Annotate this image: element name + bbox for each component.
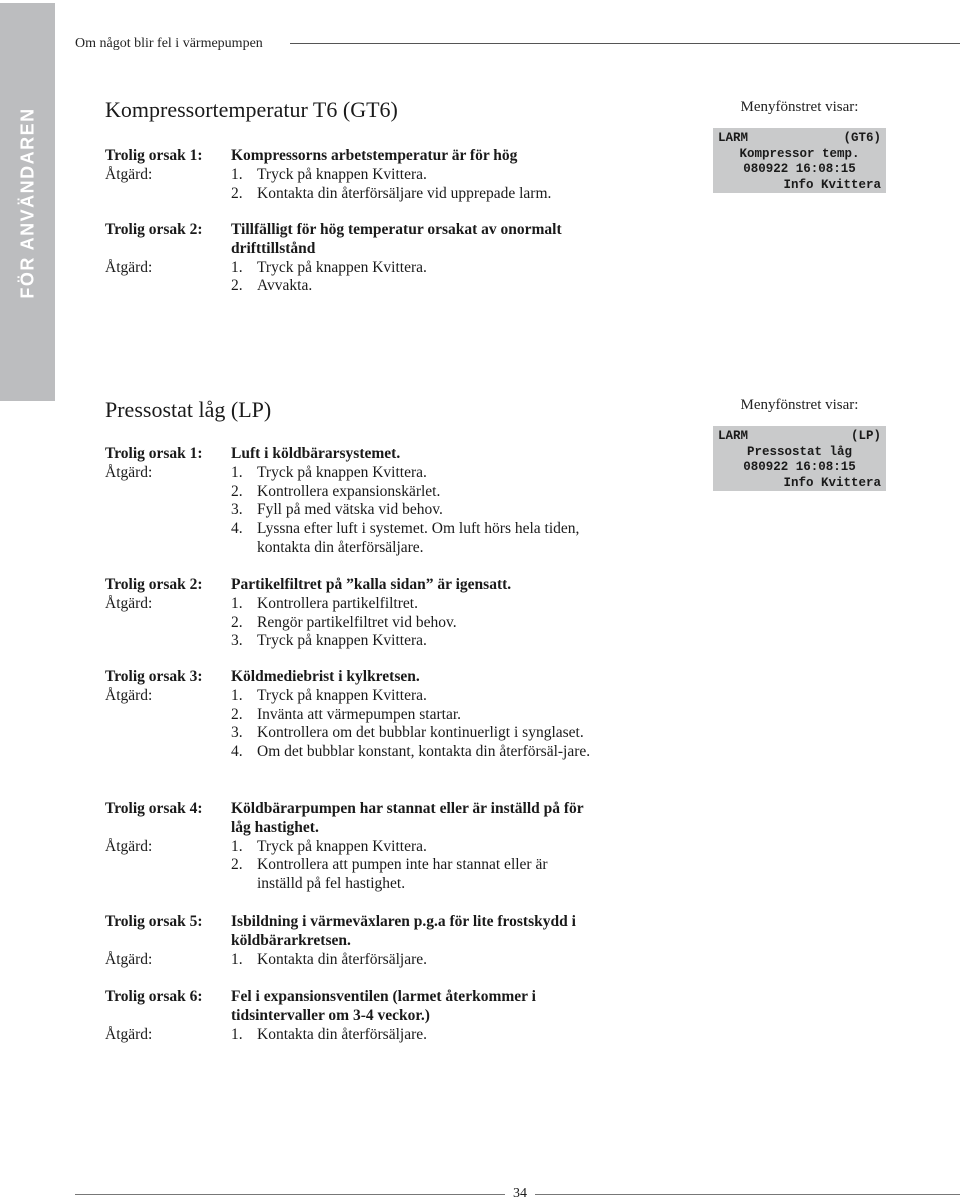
cause-block	[105, 913, 625, 969]
cause-block	[105, 221, 625, 296]
action-step	[231, 743, 621, 762]
lcd-display	[713, 426, 886, 491]
cause-label: Trolig orsak 2:	[105, 221, 203, 238]
header-rule	[290, 43, 960, 44]
cause-text: Luft i köldbärarsystemet.	[231, 445, 401, 462]
lcd-line1-left: LARM	[718, 131, 749, 145]
step-number: 1.	[231, 258, 243, 276]
footer-rule	[535, 1194, 960, 1195]
cause-text: Fel i expansionsventilen (larmet återkommer i tidsintervaller om 3-4 veckor.)	[231, 988, 536, 1024]
step-number: 2.	[231, 482, 243, 500]
step-number: 1.	[231, 594, 243, 612]
action-label: Åtgärd:	[105, 594, 153, 612]
action-step	[231, 166, 625, 185]
step-text: Kontakta din återförsäljare.	[257, 1025, 427, 1043]
lcd-line4: Info Kvittera	[783, 475, 881, 490]
cause-text: Tillfälligt för hög temperatur orsakat av onormalt drifttillstånd	[231, 221, 562, 257]
action-step	[231, 520, 611, 558]
action-label: Åtgärd:	[105, 686, 153, 704]
step-number: 2.	[231, 613, 243, 631]
action-label: Åtgärd:	[105, 837, 153, 855]
cause-block	[105, 445, 625, 558]
cause-label: Trolig orsak 4:	[105, 800, 203, 817]
lcd-line1-right: (GT6)	[843, 131, 881, 145]
running-header: Om något blir fel i värmepumpen	[75, 36, 263, 51]
action-step	[231, 632, 625, 651]
step-text: Kontakta din återförsäljare.	[257, 950, 427, 968]
action-step	[231, 687, 621, 706]
action-label: Åtgärd:	[105, 463, 153, 481]
step-number: 2.	[231, 705, 243, 723]
action-step	[231, 838, 591, 857]
cause-block	[105, 800, 625, 894]
lcd-line1-right: (LP)	[850, 429, 881, 443]
step-number: 1.	[231, 463, 243, 481]
lcd-caption: Menyfönstret visar:	[740, 397, 859, 413]
action-step	[231, 856, 591, 894]
step-text: Fyll på med vätska vid behov.	[257, 501, 443, 519]
action-label: Åtgärd:	[105, 1025, 153, 1043]
step-text: Tryck på knappen Kvittera.	[257, 165, 427, 183]
action-step	[231, 277, 625, 296]
side-tab-label: FÖR ANVÄNDAREN	[17, 107, 38, 299]
step-text: Kontakta din återförsäljare vid upprepade larm.	[257, 184, 552, 202]
cause-block	[105, 988, 625, 1044]
lcd-line2: Pressostat låg	[746, 444, 853, 459]
step-text: Kontrollera att pumpen inte har stannat eller är inställd på fel hastighet.	[257, 856, 548, 893]
action-label: Åtgärd:	[105, 258, 153, 276]
action-step	[231, 483, 611, 502]
lcd-line4: Info Kvittera	[783, 177, 881, 192]
side-tab	[0, 3, 55, 401]
step-number: 1.	[231, 837, 243, 855]
lcd-line2: Kompressor temp.	[739, 146, 860, 161]
step-text: Kontrollera expansionskärlet.	[257, 482, 441, 500]
section-title: Pressostat låg (LP)	[105, 397, 272, 422]
step-text: Lyssna efter luft i systemet. Om luft hörs hela tiden, kontakta din återförsäljare.	[257, 520, 580, 556]
step-text: Rengör partikelfiltret vid behov.	[257, 613, 457, 631]
action-step	[231, 614, 625, 633]
step-number: 3.	[231, 632, 243, 650]
cause-text: Partikelfiltret på ”kalla sidan” är igensatt.	[231, 576, 512, 593]
action-step	[231, 185, 625, 204]
section-title: Kompressortemperatur T6 (GT6)	[105, 97, 398, 122]
step-number: 1.	[231, 686, 243, 704]
footer-rule	[75, 1194, 505, 1195]
cause-text: Köldbärarpumpen har stannat eller är inställd på för låg hastighet.	[231, 800, 584, 836]
step-text: Tryck på knappen Kvittera.	[257, 463, 427, 481]
lcd-line3: 080922 16:08:15	[743, 162, 856, 176]
cause-text: Isbildning i värmeväxlaren p.g.a för lite frostskydd i köldbärarkretsen.	[231, 913, 576, 949]
cause-block	[105, 576, 625, 651]
step-text: Tryck på knappen Kvittera.	[257, 837, 427, 855]
cause-text: Kompressorns arbetstemperatur är för hög	[231, 147, 518, 164]
lcd-caption: Menyfönstret visar:	[740, 99, 859, 115]
step-number: 3.	[231, 501, 243, 519]
action-step	[231, 595, 625, 614]
step-number: 1.	[231, 165, 243, 183]
step-text: Invänta att värmepumpen startar.	[257, 705, 462, 723]
step-number: 4.	[231, 520, 243, 538]
lcd-line3: 080922 16:08:15	[743, 460, 856, 474]
action-step	[231, 501, 611, 520]
action-step	[231, 951, 625, 970]
action-step	[231, 464, 611, 483]
cause-block	[105, 147, 625, 203]
action-step	[231, 724, 621, 743]
action-step	[231, 706, 621, 725]
action-step	[231, 1026, 625, 1045]
step-number: 2.	[231, 277, 243, 295]
step-number: 3.	[231, 724, 243, 742]
cause-label: Trolig orsak 3:	[105, 668, 203, 685]
step-text: Om det bubblar konstant, kontakta din återförsäl-jare.	[257, 743, 591, 761]
action-step	[231, 259, 625, 278]
lcd-display	[713, 128, 886, 193]
step-text: Avvakta.	[257, 277, 313, 295]
action-label: Åtgärd:	[105, 950, 153, 968]
action-label: Åtgärd:	[105, 165, 153, 183]
cause-label: Trolig orsak 5:	[105, 913, 203, 930]
lcd-line1-left: LARM	[718, 429, 749, 443]
step-number: 4.	[231, 743, 243, 761]
step-number: 1.	[231, 950, 243, 968]
cause-label: Trolig orsak 2:	[105, 576, 203, 593]
step-number: 2.	[231, 856, 243, 874]
step-text: Kontrollera om det bubblar kontinuerligt i synglaset.	[257, 724, 584, 742]
cause-text: Köldmediebrist i kylkretsen.	[231, 668, 420, 685]
step-text: Kontrollera partikelfiltret.	[257, 594, 418, 612]
cause-label: Trolig orsak 1:	[105, 445, 203, 462]
step-text: Tryck på knappen Kvittera.	[257, 686, 427, 704]
cause-block	[105, 668, 625, 762]
step-text: Tryck på knappen Kvittera.	[257, 258, 427, 276]
cause-label: Trolig orsak 6:	[105, 988, 203, 1005]
page-number: 34	[513, 1186, 527, 1201]
cause-label: Trolig orsak 1:	[105, 147, 203, 164]
step-number: 1.	[231, 1025, 243, 1043]
step-number: 2.	[231, 184, 243, 202]
step-text: Tryck på knappen Kvittera.	[257, 632, 427, 650]
